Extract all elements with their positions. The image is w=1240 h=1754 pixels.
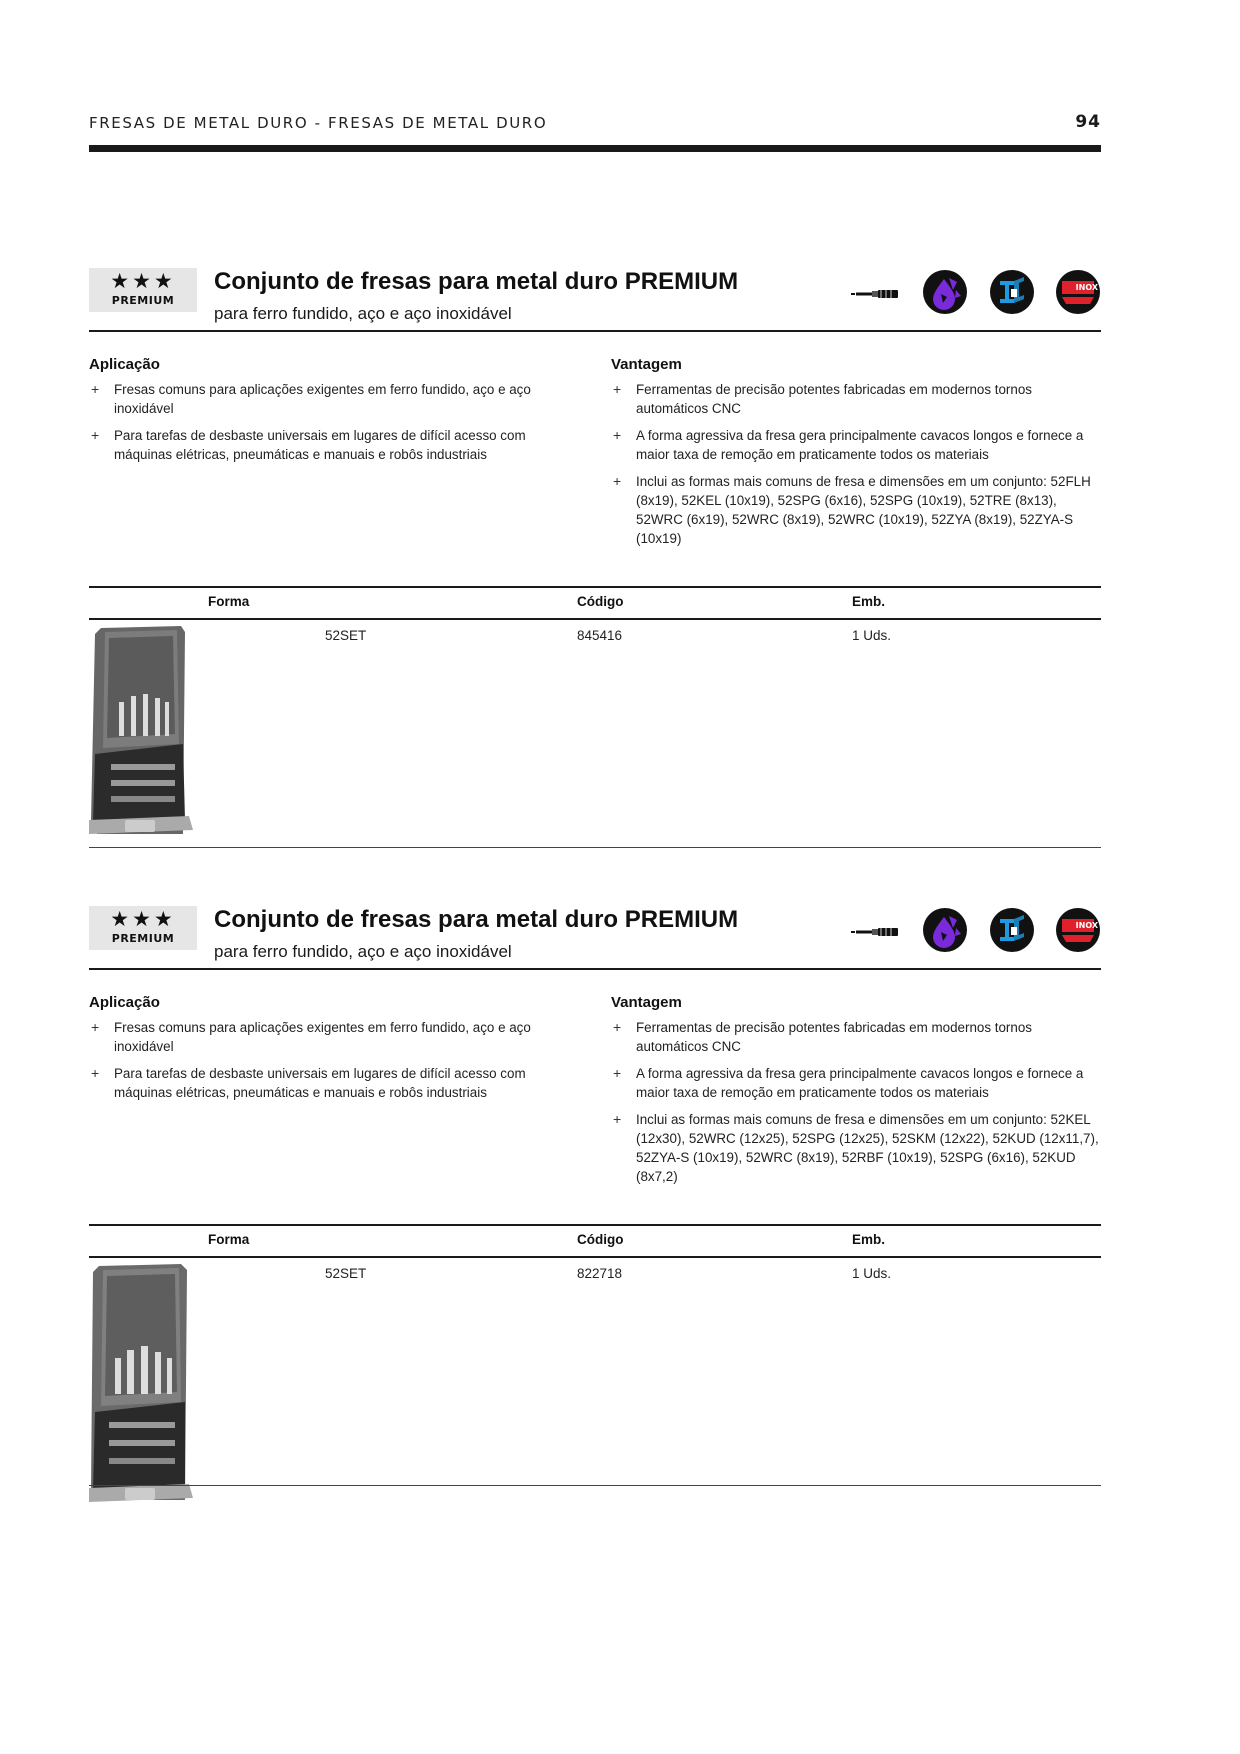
list-item: + A forma agressiva da fresa gera principalmente cavacos longos e fornece a maior taxa de remoção em praticamente todos os materiais bbox=[613, 427, 1084, 462]
vantagem-heading: Vantagem bbox=[611, 994, 682, 1011]
list-item: + Fresas comuns para aplicações exigentes em ferro fundido, aço e aço inoxidável bbox=[91, 381, 531, 416]
premium-label: PREMIUM bbox=[111, 932, 175, 945]
inox-icon bbox=[1056, 908, 1100, 952]
aplicacao-column bbox=[89, 994, 579, 1110]
cast-iron-drop-icon bbox=[923, 270, 967, 314]
product-title: Conjunto de fresas para metal duro PREMIUM bbox=[214, 906, 739, 933]
premium-label: PREMIUM bbox=[111, 294, 175, 307]
product-title: Conjunto de fresas para metal duro PREMIUM bbox=[214, 268, 739, 295]
premium-badge bbox=[89, 906, 197, 950]
vantagem-list bbox=[611, 1018, 1101, 1186]
th-forma: Forma bbox=[208, 1232, 250, 1247]
plus-icon: + bbox=[91, 1019, 100, 1035]
th-emb: Emb. bbox=[852, 594, 886, 609]
plus-icon: + bbox=[91, 381, 100, 397]
header-rule bbox=[89, 145, 1101, 152]
cast-iron-drop-icon bbox=[923, 908, 967, 952]
td-emb: 1 Uds. bbox=[852, 628, 892, 643]
plus-icon: + bbox=[613, 1019, 622, 1035]
plus-icon: + bbox=[613, 473, 622, 489]
aplicacao-heading: Aplicação bbox=[89, 356, 160, 373]
page-number: 94 bbox=[1075, 112, 1101, 132]
tool-case-image bbox=[89, 624, 194, 836]
list-item: + Inclui as formas mais comuns de fresa e dimensões em um conjunto: 52FLH (8x19), 52KEL (10x19), 52SPG (6x16), 52SPG (10x19), 52TRE (8x13), 52WRC (6x19), 52WRC (8x19), 52WRC (10x19), 52ZYA (8x19), 52ZYA-S (10x19) bbox=[613, 473, 1091, 546]
aplicacao-list bbox=[89, 1018, 579, 1102]
th-codigo: Código bbox=[577, 1232, 624, 1247]
table-bottom-rule bbox=[89, 1485, 1101, 1486]
td-forma: 52SET bbox=[325, 1266, 367, 1281]
vantagem-list bbox=[611, 380, 1101, 548]
product-table bbox=[89, 586, 1101, 816]
list-item: + Para tarefas de desbaste universais em lugares de difícil acesso com máquinas elétricas, pneumáticas e manuais e robôs industriais bbox=[91, 427, 526, 462]
inox-icon bbox=[1056, 270, 1100, 314]
steel-beam-icon bbox=[990, 270, 1034, 314]
product-subtitle: para ferro fundido, aço e aço inoxidável bbox=[214, 304, 512, 323]
title-rule bbox=[89, 968, 1101, 970]
td-emb: 1 Uds. bbox=[852, 1266, 892, 1281]
title-rule bbox=[89, 330, 1101, 332]
table-header bbox=[89, 1224, 1101, 1258]
vantagem-column bbox=[611, 994, 1101, 1194]
inox-label: INOX bbox=[1075, 283, 1098, 292]
plus-icon: + bbox=[91, 427, 100, 443]
vantagem-column bbox=[611, 356, 1101, 556]
th-emb: Emb. bbox=[852, 1232, 886, 1247]
page-header-title: FRESAS DE METAL DURO - FRESAS DE METAL DURO bbox=[89, 114, 548, 132]
list-item: + Para tarefas de desbaste universais em lugares de difícil acesso com máquinas elétricas, pneumáticas e manuais e robôs industriais bbox=[91, 1065, 526, 1100]
stars-icon: ★★★ bbox=[110, 908, 176, 931]
plus-icon: + bbox=[613, 1065, 622, 1081]
list-item: + Inclui as formas mais comuns de fresa e dimensões em um conjunto: 52KEL (12x30), 52WRC (12x25), 52SPG (12x25), 52SKM (12x22), 52KUD (12x11,7), 52ZYA-S (10x19), 52WRC (8x19), 52RBF (10x19), 52SPG (6x16), 52KUD (8x7,2) bbox=[613, 1111, 1099, 1184]
table-header bbox=[89, 586, 1101, 620]
list-item: + Ferramentas de precisão potentes fabricadas em modernos tornos automáticos CNC bbox=[613, 1019, 1032, 1054]
aplicacao-heading: Aplicação bbox=[89, 994, 160, 1011]
carbide-bit-icon bbox=[851, 288, 901, 300]
td-forma: 52SET bbox=[325, 628, 367, 643]
page-header bbox=[89, 112, 1101, 154]
plus-icon: + bbox=[613, 427, 622, 443]
list-item: + Fresas comuns para aplicações exigentes em ferro fundido, aço e aço inoxidável bbox=[91, 1019, 531, 1054]
td-codigo: 845416 bbox=[577, 628, 623, 643]
table-bottom-rule bbox=[89, 847, 1101, 848]
th-forma: Forma bbox=[208, 594, 250, 609]
carbide-bit-icon bbox=[851, 926, 901, 938]
product-subtitle: para ferro fundido, aço e aço inoxidável bbox=[214, 942, 512, 961]
aplicacao-list bbox=[89, 380, 579, 464]
premium-badge bbox=[89, 268, 197, 312]
td-codigo: 822718 bbox=[577, 1266, 623, 1281]
plus-icon: + bbox=[91, 1065, 100, 1081]
material-icons bbox=[851, 908, 1101, 954]
material-icons bbox=[851, 270, 1101, 316]
plus-icon: + bbox=[613, 381, 622, 397]
th-codigo: Código bbox=[577, 594, 624, 609]
product-table bbox=[89, 1224, 1101, 1454]
plus-icon: + bbox=[613, 1111, 622, 1127]
tool-case-image bbox=[89, 1262, 194, 1504]
stars-icon: ★★★ bbox=[110, 270, 176, 293]
steel-beam-icon bbox=[990, 908, 1034, 952]
inox-label: INOX bbox=[1075, 921, 1098, 930]
aplicacao-column bbox=[89, 356, 579, 472]
list-item: + Ferramentas de precisão potentes fabricadas em modernos tornos automáticos CNC bbox=[613, 381, 1032, 416]
vantagem-heading: Vantagem bbox=[611, 356, 682, 373]
list-item: + A forma agressiva da fresa gera principalmente cavacos longos e fornece a maior taxa de remoção em praticamente todos os materiais bbox=[613, 1065, 1084, 1100]
